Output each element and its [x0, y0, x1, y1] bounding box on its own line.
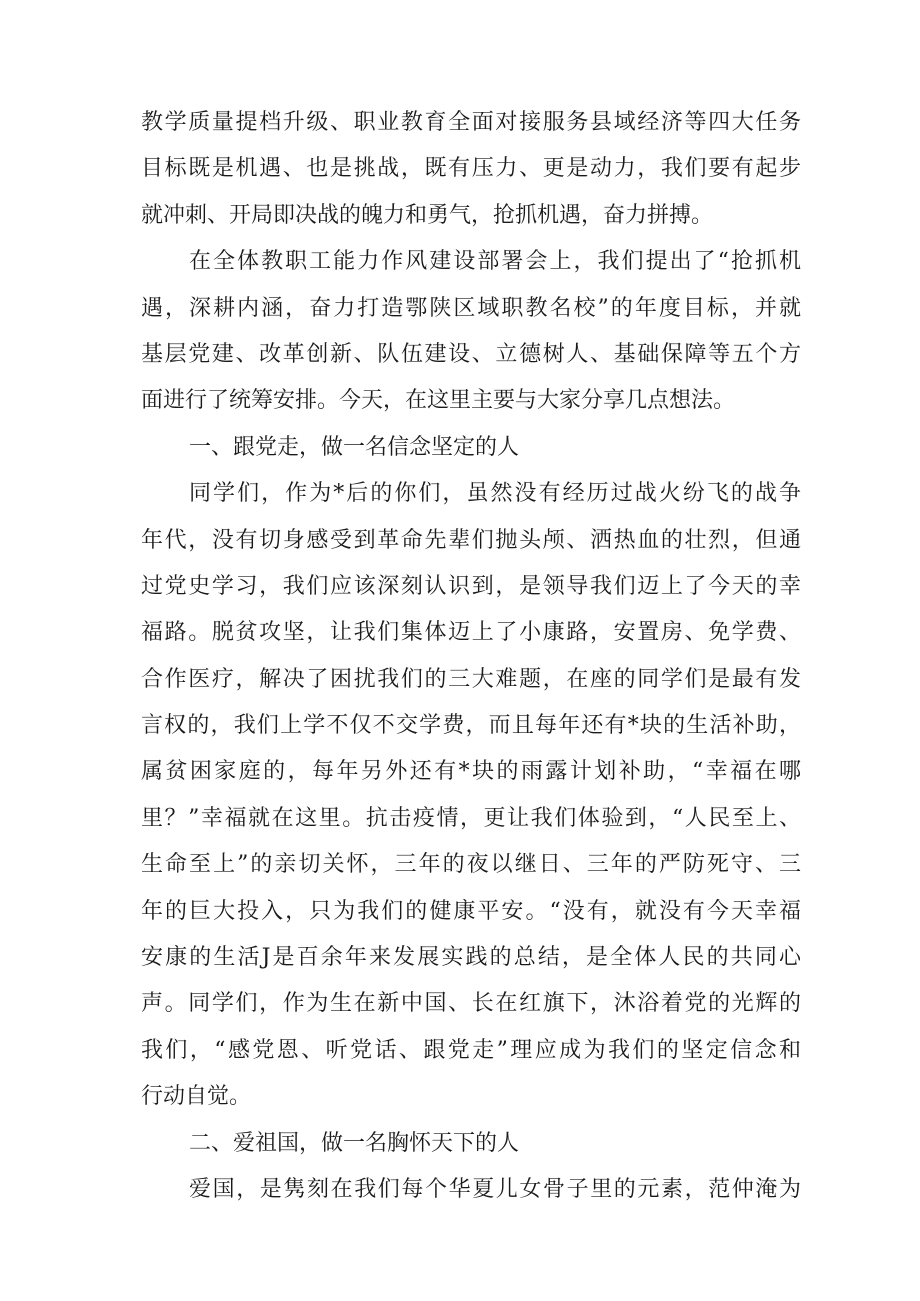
text-line: 生命至上”的亲切关怀，三年的夜以继日、三年的严防死守、三	[141, 852, 801, 878]
text-line: 年的巨大投入，只为我们的健康平安。“没有，就没有今天幸福	[141, 898, 801, 924]
text-line: 属贫困家庭的，每年另外还有*块的雨露计划补助，“幸福在哪	[141, 759, 801, 785]
text-line: 年代，没有切身感受到革命先辈们抛头颅、洒热血的壮烈，但通	[141, 527, 801, 553]
text-line: 一、跟党走，做一名信念坚定的人	[189, 434, 520, 460]
text-line: 言权的，我们上学不仅不交学费，而且每年还有*块的生活补助，	[141, 713, 801, 739]
text-line: 安康的生活J是百余年来发展实践的总结，是全体人民的共同心	[141, 945, 801, 971]
text-line: 面进行了统筹安排。今天，在这里主要与大家分享几点想法。	[141, 388, 736, 414]
text-line: 爱国，是隽刻在我们每个华夏儿女骨子里的元素，范仲淹为	[189, 1176, 801, 1202]
text-line: 基层党建、改革创新、队伍建设、立德树人、基础保障等五个方	[141, 341, 801, 367]
text-line: 就冲刺、开局即决战的魄力和勇气，抢抓机遇，奋力拼搏。	[141, 202, 714, 228]
text-line: 目标既是机遇、也是挑战，既有压力、更是动力，我们要有起步	[141, 156, 801, 182]
text-line: 二、爱祖国，做一名胸怀天下的人	[189, 1130, 520, 1156]
text-line: 在全体教职工能力作风建设部署会上，我们提出了“抢抓机	[189, 249, 801, 275]
text-line: 遇，深耕内涵，奋力打造鄂陕区域职教名校”的年度目标，并就	[141, 295, 801, 321]
text-line: 过党史学习，我们应该深刻认识到，是领导我们迈上了今天的幸	[141, 573, 801, 599]
text-line: 同学们，作为*后的你们，虽然没有经历过战火纷飞的战争	[189, 481, 801, 507]
text-line: 合作医疗，解决了困扰我们的三大难题，在座的同学们是最有发	[141, 666, 801, 692]
text-line: 福路。脱贫攻坚，让我们集体迈上了小康路，安置房、免学费、	[141, 620, 801, 646]
text-line: 声。同学们，作为生在新中国、长在红旗下，沐浴着党的光辉的	[141, 991, 801, 1017]
text-line: 教学质量提档升级、职业教育全面对接服务县域经济等四大任务	[141, 110, 801, 135]
text-line: 行动自觉。	[141, 1084, 252, 1110]
text-line: 里？”幸福就在这里。抗击疫情，更让我们体验到，“人民至上、	[141, 805, 801, 831]
document-body	[141, 100, 801, 1213]
text-line: 我们，“感党恩、听党话、跟党走”理应成为我们的坚定信念和	[141, 1037, 801, 1063]
